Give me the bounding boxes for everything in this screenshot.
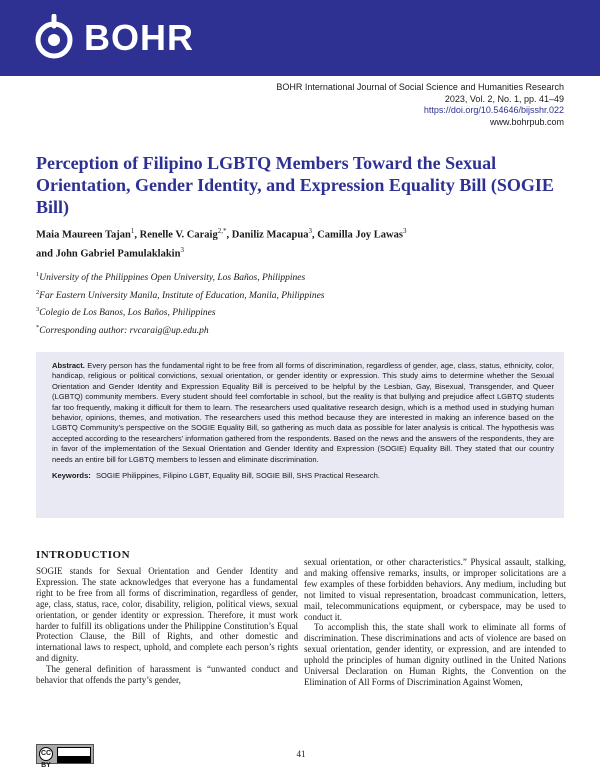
author-affiliation-sup: 2,* [217,227,227,235]
license-label-bar [57,757,91,763]
affiliation-item: $^1$University of the Philippines Open University, Los Baños, Philippines [36,271,306,284]
author-affiliation-sup: 3 [308,227,312,235]
body-paragraph: The general definition of harassment is “unwanted conduct and behavior that offends the party’s gender, [36,664,298,686]
article-title: Perception of Filipino LGBTQ Members Toward the Sexual Orientation, Gender Identity, and Expression Equality Bill (SOGIE Bill) [36,153,554,217]
creative-commons-icon: CC BY [39,747,53,761]
affiliation-item: $^2$Far Eastern University Manila, Institute of Education, Manila, Philippines [36,288,325,301]
author-name: Camilla Joy Lawas [317,229,403,241]
body-paragraph: sexual orientation, or other characteristics.” Physical assault, stalking, and making offensive remarks, insults, or improper solicitations are a few examples of these forbidden behaviors. Any medium, including but not limited to visual representation, broadcast communication, letters, mail, telecommunications equipment, or cyberspace, may be used to conduct it. [304,557,566,622]
abstract-body: Every person has the fundamental right to be free from all forms of discrimination, regardless of gender, age, class, status, ethnicity, color, handicap, religious or political convictions, sexual orientation, or gender identity or expression. This study aims to determine whether the Sexual Orientation and Gender Identity and Expression Equality Bill is perceived to be helpful by the Lesbian, Gay, Bisexual, Transgender, and Queer (LGBTQ) community members. Every student should feel comfortable in school, but the reality is that bullying and prejudice affect LGBTQ students far too frequently, making it difficult for them to learn. The researchers used qualitative research design, which is a method used in studying human behavior, opinions, themes, and motivation. The researchers used this method because they are interested in making an inference based on the LGBTQ Community’s perspective on the SOGIE Equality Bill, so gathering as much data as possible for later analysis is critical. The hypothesis was accepted according to the researchers’ information gathered from the respondents. Based on the news and the answers of the respondents, they are in favor of the implementation of the Sexual Orientation and Gender Identity and Expression (SOGIE) Equality Bill. They stated that our country needs an entire bill for LGBTQ members to lessen and eliminate discrimination. [52,361,554,464]
bohr-logo[interactable] [30,14,220,62]
abstract [52,361,554,465]
abstract-label: Abstract. [52,361,85,370]
author-list: Maia Maureen Tajan$^1$, Renelle V. Caraig$^{2,*}$, Daniliz Macapua$^3$, Camilla Joy Lawas$^3$ and John Gabriel Pamulaklakin$^3$ [36,227,407,259]
corresponding-author: *Corresponding author: rvcaraig@up.edu.ph [36,323,209,337]
body-paragraph: To accomplish this, the state shall work to eliminate all forms of discrimination. These discriminations and acts of violence are based on sexual orientation, gender identity, or expression, and are intended to uphold the principles of human dignity outlined in the United Nations Universal Declaration on Human Rights, the Convention on the Elimination of All Forms of Discrimination Against Women, [304,622,566,687]
volume-pages: 2023, Vol. 2, No. 1, pp. 41–49 [444,93,564,104]
cc-license-badge[interactable] [36,744,94,769]
brand-name: BOHR [84,17,194,58]
website-link[interactable]: www.bohrpub.com [489,116,564,127]
header-banner [0,0,600,76]
keywords [52,471,554,481]
author-affiliation-sup: 3 [180,245,184,254]
body-column-right [304,557,566,688]
author-affiliation-sup: 3 [402,227,407,235]
author-name: John Gabriel Pamulaklakin [55,248,181,259]
keywords-list: SOGIE Philippines, Filipino LGBT, Equality Bill, SOGIE Bill, SHS Practical Research. [95,471,380,481]
journal-name: BOHR International Journal of Social Science and Humanities Research [276,82,564,92]
affiliation-list [36,268,566,339]
attribution-icon [57,747,91,757]
body-column-left [36,548,298,686]
author-name: Daniliz Macapua [231,229,309,241]
page-number: 41 [296,749,306,759]
author-affiliation-sup: 1 [130,227,135,235]
doi-link[interactable]: https://doi.org/10.54646/bijsshr.022 [423,105,564,115]
bohr-logo-icon [30,14,78,62]
author-name: Renelle V. Caraig [139,229,218,241]
body-paragraph: SOGIE stands for Sexual Orientation and Gender Identity and Expression. The state acknowledges that everyone has a fundamental right to be free from all forms of discrimination, regardless of gender, age, class, status, race, color, disability, religion, political views, sexual orientation, or gender identity or expression. Therefore, it must work harder to fulfill its obligations under the Philippine Constitution’s Equal Protection Clause, the Bill of Rights, and other domestic and international laws to respect, uphold, and complete each person’s rights and dignity. [36,566,298,664]
affiliation-item: $^3$Colegio de Los Banos, Los Baños, Philippines [36,306,216,319]
abstract-box [36,352,564,518]
author-name: Maia Maureen Tajan [36,229,131,241]
journal-info [144,82,564,128]
keywords-label: Keywords: [52,471,91,481]
section-heading: INTRODUCTION [36,549,131,561]
